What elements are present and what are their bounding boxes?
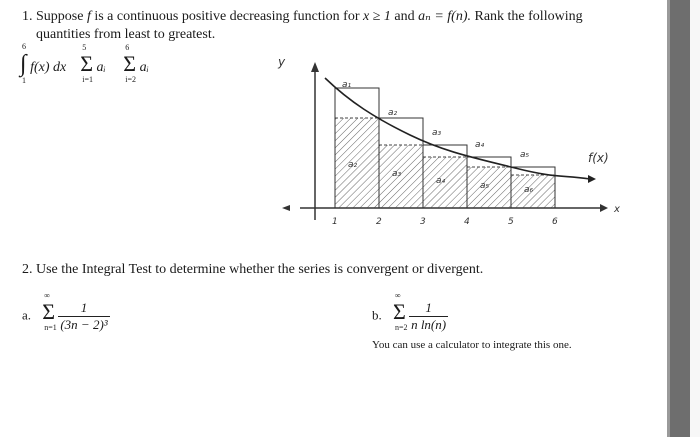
sum-1-expression: aᵢ xyxy=(96,60,106,75)
lower-label-a4: a₄ xyxy=(436,176,446,186)
part-b-sum-symbol: Σ ∞ n=2 xyxy=(393,291,408,333)
tick-2: 2 xyxy=(376,217,382,227)
q1-text-part2: is a continuous positive decreasing function for xyxy=(90,9,364,24)
sum-2-expression: aᵢ xyxy=(139,60,149,75)
lower-label-a3: a₃ xyxy=(392,169,402,179)
part-a-fraction xyxy=(58,300,109,333)
viewer-edge-inner xyxy=(690,0,700,437)
upper-label-a1: a₁ xyxy=(342,80,352,90)
q1-condition: x ≥ 1 xyxy=(363,9,391,24)
x-axis-arrow xyxy=(600,204,608,212)
part-a-label: a. xyxy=(22,307,32,323)
question-1-line-1 xyxy=(22,8,583,25)
sum-symbol-1: Σ 5 i=1 xyxy=(80,43,94,84)
riemann-sum-graph xyxy=(270,50,640,235)
question-2-line xyxy=(22,262,483,278)
tick-3: 3 xyxy=(420,217,426,227)
upper-label-a2: a₂ xyxy=(388,108,398,118)
integral-upper-limit: 6 xyxy=(22,42,26,51)
x-axis-label: x xyxy=(614,204,620,215)
integral-expression: f(x) dx xyxy=(30,60,67,75)
part-b-numerator: 1 xyxy=(409,300,448,317)
lower-label-a5: a₅ xyxy=(480,181,490,191)
q1-f: f xyxy=(86,9,91,24)
lower-label-a6: a₆ xyxy=(524,185,534,195)
sum-2-upper-limit: 6 xyxy=(125,43,130,52)
sum-symbol-2: Σ 6 i=2 xyxy=(123,43,137,84)
tick-5: 5 xyxy=(508,217,514,227)
question-2-text: Use the Integral Test to determine whether the series is convergent or divergent. xyxy=(36,262,484,277)
fx-label: f(x) xyxy=(588,151,609,165)
tick-4: 4 xyxy=(464,217,470,227)
curve-arrow xyxy=(588,175,596,183)
part-b xyxy=(372,291,448,333)
part-a-numerator: 1 xyxy=(58,300,109,317)
question-2-number: 2. xyxy=(22,262,33,277)
part-a xyxy=(22,291,110,333)
sum-1-upper-limit: 5 xyxy=(82,43,87,52)
part-b-upper-limit: ∞ xyxy=(395,291,401,301)
quantities-list xyxy=(20,42,149,85)
part-a-denominator: (3n − 2)³ xyxy=(60,317,108,332)
part-a-upper-limit: ∞ xyxy=(44,291,50,301)
part-a-lower-limit: n=1 xyxy=(44,323,57,333)
upper-label-a4: a₄ xyxy=(475,140,485,150)
y-axis-label: y xyxy=(278,55,286,69)
q1-text-part1: Suppose xyxy=(36,9,87,24)
q1-text-part3: Rank the following xyxy=(470,9,583,24)
tick-6: 6 xyxy=(552,217,558,227)
question-1-number: 1. xyxy=(22,9,33,24)
part-a-sum-symbol: Σ ∞ n=1 xyxy=(42,291,57,333)
part-b-note: You can use a calculator to integrate this one. xyxy=(372,339,572,351)
q1-an-definition: aₙ = f(n). xyxy=(418,9,471,24)
integral-symbol: ∫ 6 1 xyxy=(20,42,27,85)
upper-label-a3: a₃ xyxy=(432,128,442,138)
lower-label-a2: a₂ xyxy=(348,160,358,170)
upper-label-a5: a₅ xyxy=(520,150,530,160)
sum-1-lower-limit: i=1 xyxy=(82,75,93,84)
integral-lower-limit: 1 xyxy=(22,76,26,85)
question-1-line-2: quantities from least to greatest. xyxy=(36,27,216,42)
tick-1: 1 xyxy=(332,217,338,227)
part-b-fraction xyxy=(409,300,448,333)
y-axis-arrow xyxy=(311,62,319,72)
viewer-edge-bar xyxy=(667,0,700,437)
x-axis-left-arrow xyxy=(282,205,290,211)
sum-2-lower-limit: i=2 xyxy=(125,75,136,84)
part-b-label: b. xyxy=(372,307,382,323)
part-b-denominator: n ln(n) xyxy=(411,317,447,332)
q1-and: and xyxy=(390,9,419,24)
part-b-lower-limit: n=2 xyxy=(395,323,408,333)
